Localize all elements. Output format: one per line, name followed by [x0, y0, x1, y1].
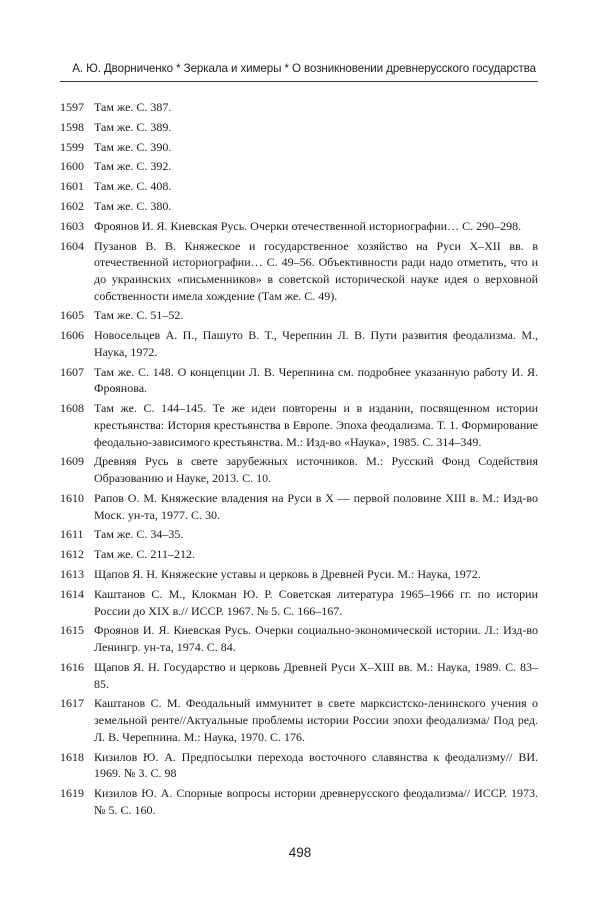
footnote-text: Щапов Я. Н. Государство и церковь Древней Руси X–XIII вв. М.: Наука, 1989. С. 83–85.	[94, 659, 538, 691]
footnote-number: 1611	[60, 527, 84, 542]
footnote-item	[60, 659, 538, 692]
footnote-text: Каштанов С. М. Феодальный иммунитет в свете марксистско-ленинского учения о земельной ренте//Актуальные проблемы истории России эпохи феодализма/ Под ред. Л. В. Черепнина. М.: Наука, 1970. С. 176.	[94, 696, 538, 744]
footnote-number: 1619	[60, 786, 84, 801]
footnote-item	[60, 119, 538, 136]
footnote-number: 1605	[60, 308, 84, 323]
footnote-item	[60, 453, 538, 486]
footnote-item	[60, 364, 538, 397]
footnote-number: 1615	[60, 623, 84, 638]
footnote-text: Рапов О. М. Княжеские владения на Руси в X — первой половине XIII в. М.: Изд-во Моск. ун-та, 1977. С. 30.	[94, 490, 538, 522]
footnote-text: Кизилов Ю. А. Спорные вопросы истории древнерусского феодализма// ИССР. 1973. № 5. С. 160.	[94, 786, 538, 817]
footnote-item	[60, 99, 538, 116]
footnote-text: Там же. С. 390.	[94, 139, 172, 154]
footnote-text: Новосельцев А. П., Пашуто В. Т., Черепнин Л. В. Пути развития феодализма. М., Наука, 1972.	[94, 328, 538, 359]
footnote-text: Там же. С. 148. О концепции Л. В. Черепнина см. подробнее указанную работу И. Я. Фроянова.	[94, 364, 538, 396]
footnote-number: 1601	[60, 179, 84, 194]
footnote-number: 1612	[60, 547, 84, 562]
footnotes-list	[60, 99, 538, 822]
footnote-item	[60, 490, 538, 523]
footnote-text: Фроянов И. Я. Киевская Русь. Очерки социально-экономической истории. Л.: Изд-во Ленингр. ун-та, 1974. С. 84.	[94, 623, 538, 655]
footnote-number: 1607	[60, 364, 84, 379]
footnote-number: 1604	[60, 238, 84, 253]
footnote-number: 1600	[60, 159, 84, 174]
footnote-item	[60, 307, 538, 324]
footnote-number: 1598	[60, 119, 84, 134]
footnote-item	[60, 695, 538, 745]
footnote-item	[60, 526, 538, 543]
footnote-item	[60, 546, 538, 563]
footnote-item	[60, 139, 538, 156]
footnote-text: Древняя Русь в свете зарубежных источников. М.: Русский Фонд Содействия Образованию и Науке, 2013. С. 10.	[94, 454, 538, 486]
footnote-text: Там же. С. 144–145. Те же идеи повторены и в издании, посвященном истории крестьянства: История крестьянства в Европе. Эпоха феодализма. Т. 1. Формирование феодально-зависимого крестьянства. М.: Изд-во «Наука», 1985. С. 314–349.	[94, 401, 538, 449]
footnote-item	[60, 749, 538, 782]
footnote-item	[60, 198, 538, 215]
footnote-text: Там же. С. 392.	[94, 159, 172, 174]
footnote-number: 1599	[60, 139, 84, 154]
footnote-number: 1616	[60, 659, 84, 674]
page-number: 498	[288, 845, 312, 860]
footnote-item	[60, 218, 538, 235]
footnote-number: 1613	[60, 567, 84, 582]
footnote-number: 1597	[60, 100, 84, 114]
footnote-text: Там же. С. 34–35.	[94, 527, 184, 542]
header-rule	[60, 81, 538, 82]
footnote-number: 1606	[60, 328, 84, 343]
footnote-text: Там же. С. 211–212.	[94, 547, 195, 562]
footnote-item	[60, 178, 538, 195]
footnote-text: Кизилов Ю. А. Предпосылки перехода восточного славянства к феодализму// ВИ. 1969. № 3. С. 98	[94, 749, 538, 781]
footnote-text: Щапов Я. Н. Княжеские уставы и церковь в Древней Руси. М.: Наука, 1972.	[94, 567, 481, 582]
footnote-number: 1614	[60, 586, 84, 601]
footnote-item	[60, 622, 538, 655]
footnote-number: 1602	[60, 198, 84, 213]
footnote-item	[60, 327, 538, 360]
footnote-text: Каштанов С. М., Клокман Ю. Р. Советская литература 1965–1966 гг. по истории России до XIX в.// ИССР. 1967. № 5. С. 166–167.	[94, 586, 538, 618]
footnote-text: Там же. С. 389.	[94, 119, 172, 134]
footnote-number: 1610	[60, 490, 84, 505]
running-header: А. Ю. Дворниченко * Зеркала и химеры * О возникновении древнерусского государства	[72, 62, 536, 75]
footnote-number: 1618	[60, 749, 84, 764]
footnote-item	[60, 158, 538, 175]
footnote-item	[60, 566, 538, 583]
footnote-text: Там же. С. 380.	[94, 198, 172, 213]
footnote-text: Там же. С. 408.	[94, 179, 172, 194]
footnote-text: Фроянов И. Я. Киевская Русь. Очерки отечественной историографии… С. 290–298.	[94, 218, 522, 233]
footnote-text: Там же. С. 387.	[94, 100, 172, 114]
footnote-text: Пузанов В. В. Княжеское и государственное хозяйство на Руси X–XII вв. в отечественной историографии… С. 49–56. Объективности ради надо отметить, что и до украинских «письменников» в советской исторической науке идея о верховной собственности имела хождение (Там же. С. 49).	[94, 238, 538, 303]
footnote-number: 1603	[60, 218, 84, 233]
footnote-item	[60, 400, 538, 450]
footnote-item	[60, 238, 538, 305]
footnote-number: 1609	[60, 454, 84, 469]
footnote-number: 1617	[60, 696, 84, 711]
footnote-number: 1608	[60, 401, 84, 416]
footnote-text: Там же. С. 51–52.	[94, 308, 184, 323]
footnote-item	[60, 785, 538, 818]
footnote-item	[60, 586, 538, 619]
